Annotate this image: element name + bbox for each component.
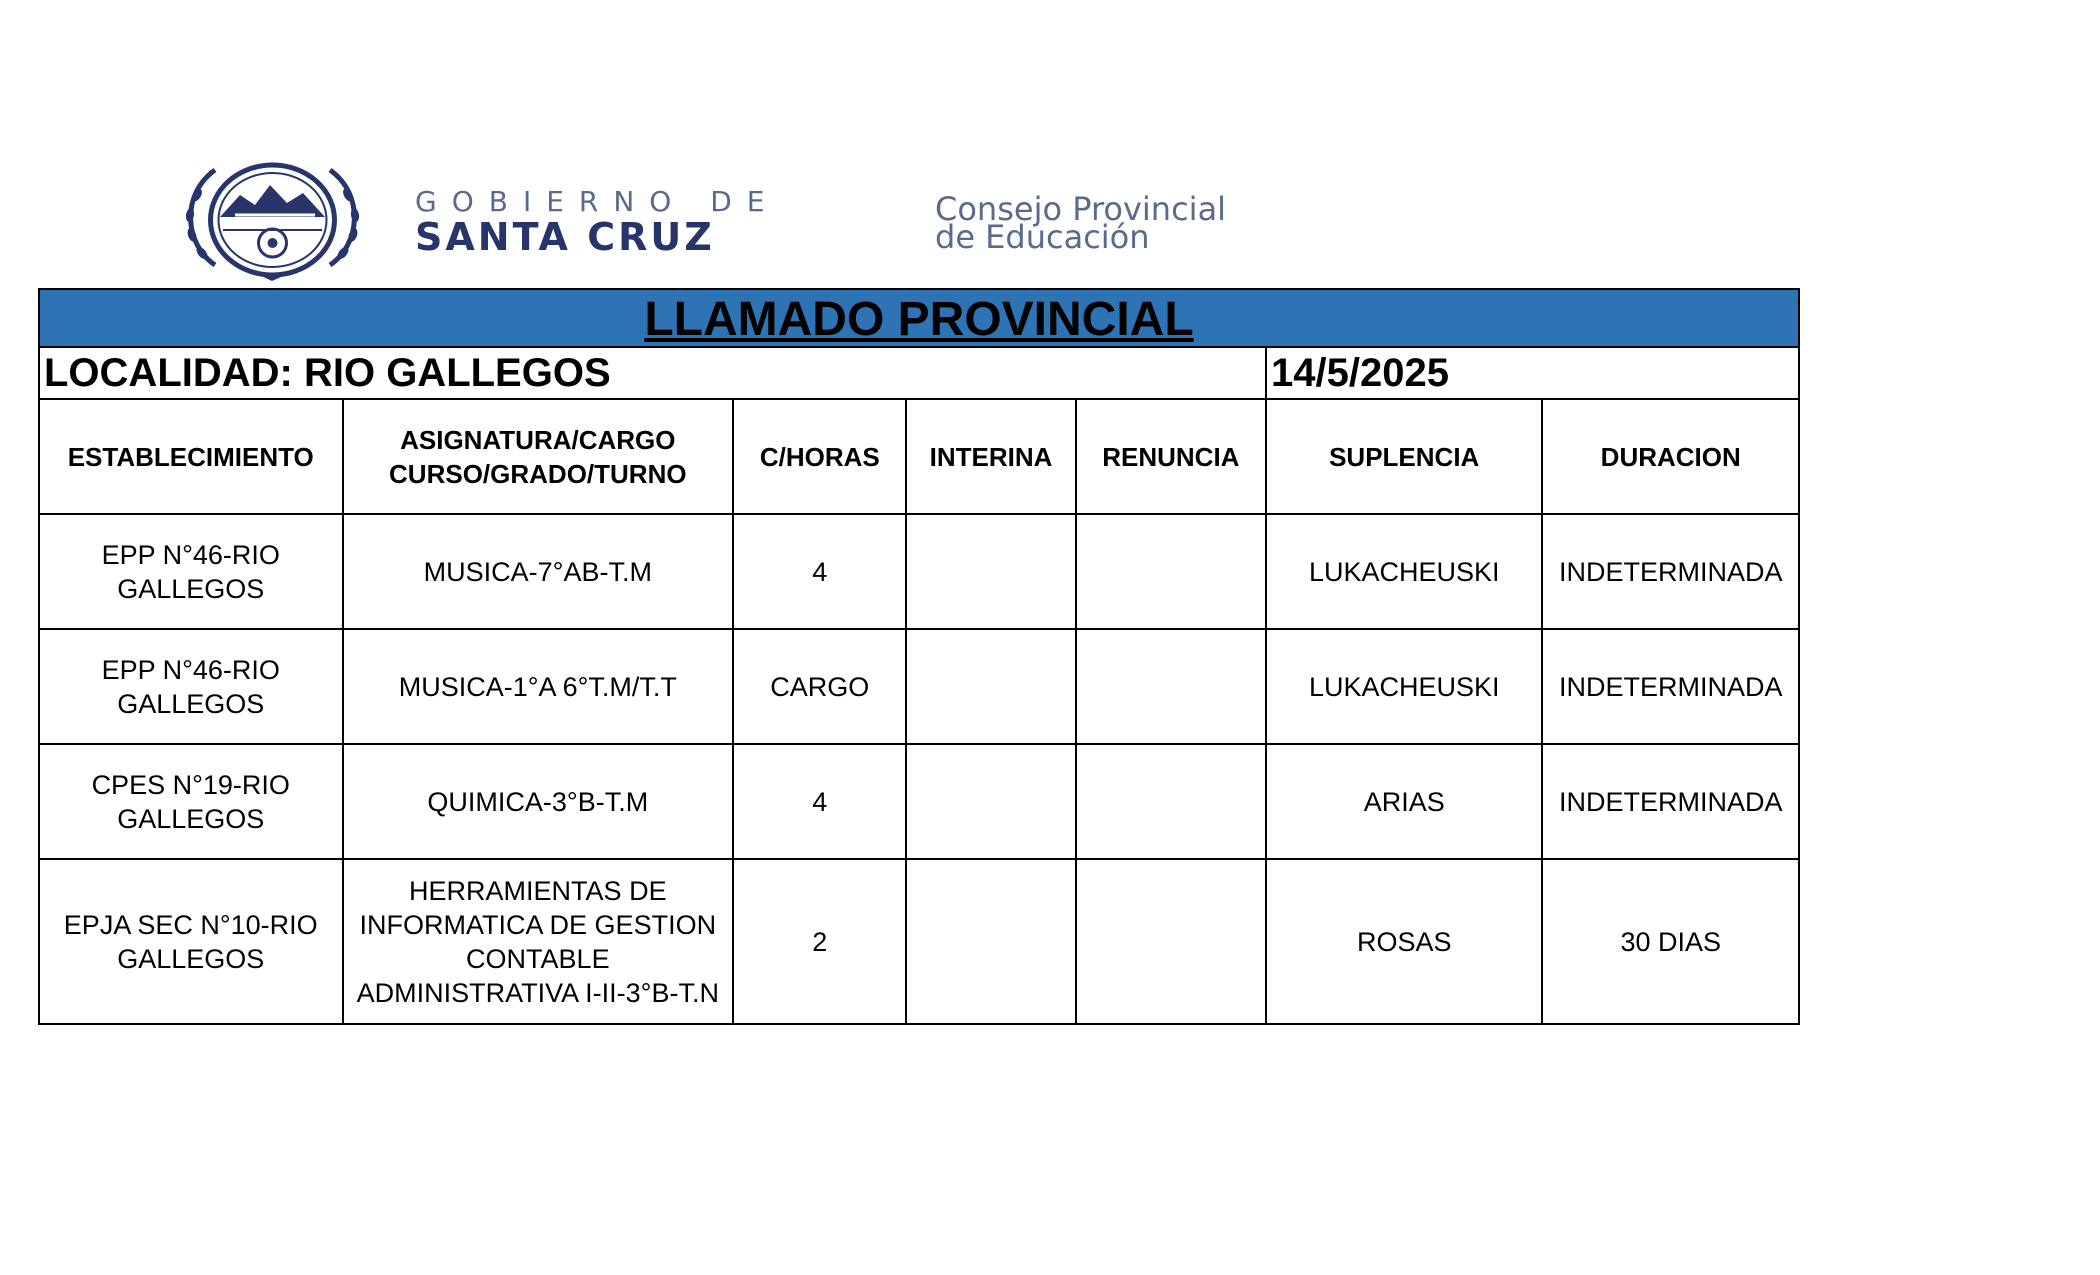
cell-asignatura: HERRAMIENTAS DE INFORMATICA DE GESTION CONTABLE ADMINISTRATIVA I-II-3°B-T.N [343,859,734,1024]
cell-interina [906,514,1075,629]
cell-renuncia [1076,859,1266,1024]
column-header-asignatura: ASIGNATURA/CARGO CURSO/GRADO/TURNO [343,399,734,514]
cell-renuncia [1076,744,1266,859]
cell-establecimiento: EPP N°46-RIO GALLEGOS [39,514,343,629]
table-row [39,744,1799,859]
header-logos [175,155,1375,285]
cell-duracion: 30 DIAS [1542,859,1799,1024]
title-row [39,289,1799,347]
column-header-establecimiento: ESTABLECIMIENTO [39,399,343,514]
table-row [39,629,1799,744]
cell-suplencia: LUKACHEUSKI [1266,629,1542,744]
cell-renuncia [1076,514,1266,629]
cell-suplencia: LUKACHEUSKI [1266,514,1542,629]
cell-horas: CARGO [733,629,906,744]
column-header-horas: C/HORAS [733,399,906,514]
cell-duracion: INDETERMINADA [1542,744,1799,859]
cell-interina [906,859,1075,1024]
government-logo-text [415,185,855,265]
document-date: 14/5/2025 [1266,347,1799,399]
council-logo-text [935,190,1375,260]
council-line1: Consejo Provincial [935,190,1227,228]
cell-suplencia: ARIAS [1266,744,1542,859]
column-header-renuncia: RENUNCIA [1076,399,1266,514]
table-row [39,859,1799,1024]
cell-renuncia [1076,629,1266,744]
cell-asignatura: MUSICA-1°A 6°T.M/T.T [343,629,734,744]
provincial-call-table [38,288,1800,1025]
cell-duracion: INDETERMINADA [1542,514,1799,629]
cell-asignatura: MUSICA-7°AB-T.M [343,514,734,629]
column-header-suplencia: SUPLENCIA [1266,399,1542,514]
gov-line2: SANTA CRUZ [415,215,715,259]
cell-establecimiento: EPJA SEC N°10-RIO GALLEGOS [39,859,343,1024]
cell-establecimiento: EPP N°46-RIO GALLEGOS [39,629,343,744]
table-row [39,514,1799,629]
gov-line1: GOBIERNO DE [415,185,780,218]
title-cell [39,289,1799,347]
cell-horas: 4 [733,514,906,629]
cell-suplencia: ROSAS [1266,859,1542,1024]
cell-asignatura: QUIMICA-3°B-T.M [343,744,734,859]
cell-interina [906,629,1075,744]
column-header-duracion: DURACION [1542,399,1799,514]
table-header-row [39,399,1799,514]
document-title: LLAMADO PROVINCIAL [644,293,1194,346]
cell-interina [906,744,1075,859]
locality-label: LOCALIDAD: RIO GALLEGOS [39,347,1266,399]
cell-establecimiento: CPES N°19-RIO GALLEGOS [39,744,343,859]
santa-cruz-seal-icon [175,155,370,285]
cell-duracion: INDETERMINADA [1542,629,1799,744]
council-line2: de Educación [935,218,1150,256]
locality-row [39,347,1799,399]
cell-horas: 2 [733,859,906,1024]
cell-horas: 4 [733,744,906,859]
column-header-interina: INTERINA [906,399,1075,514]
